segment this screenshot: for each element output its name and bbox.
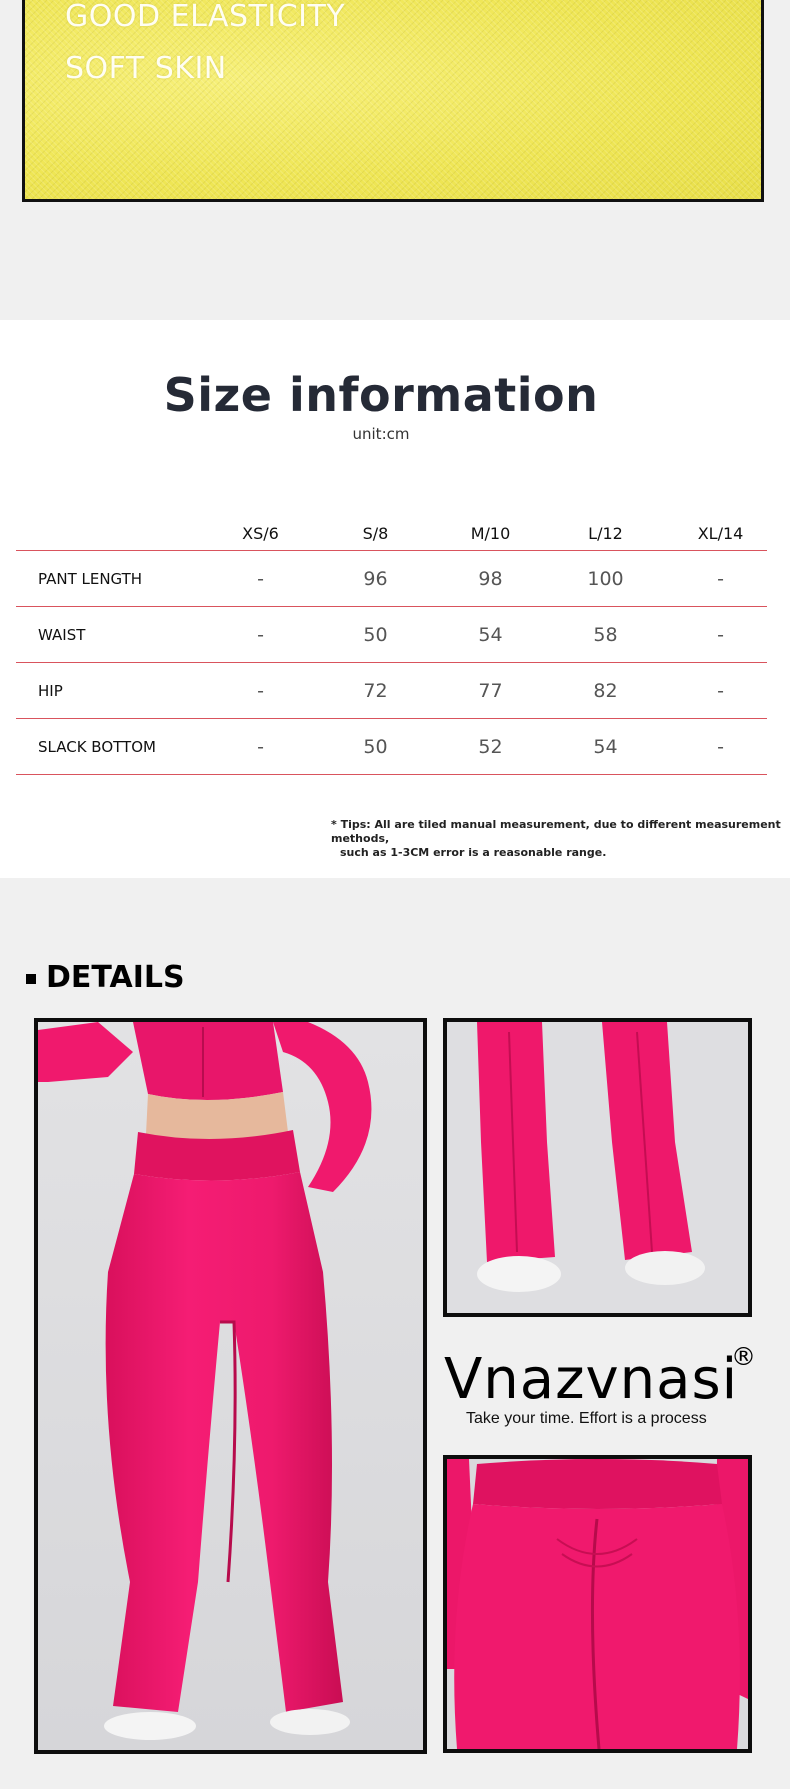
brand-name: Vnazvnasi	[444, 1347, 739, 1412]
table-cell: 58	[593, 623, 618, 646]
table-cell: -	[717, 679, 724, 702]
size-column-header: L/12	[588, 523, 623, 543]
table-row	[16, 551, 767, 607]
banner-line-elasticity: GOOD ELASTICITY	[65, 0, 346, 34]
table-cell: -	[717, 567, 724, 590]
table-cell: 96	[363, 567, 388, 590]
size-column-header: XS/6	[242, 523, 279, 543]
table-cell: 54	[478, 623, 503, 646]
table-cell: -	[717, 735, 724, 758]
table-row	[16, 607, 767, 663]
table-cell: -	[257, 735, 264, 758]
row-label: HIP	[38, 681, 63, 700]
table-cell: 72	[363, 679, 388, 702]
product-photo-back	[443, 1455, 752, 1753]
table-cell: 77	[478, 679, 503, 702]
pink-flare-pants-front-illustration	[38, 1022, 423, 1750]
table-cell: -	[257, 567, 264, 590]
table-cell: 82	[593, 679, 618, 702]
table-row	[16, 719, 767, 775]
row-label: SLACK BOTTOM	[38, 737, 156, 756]
square-bullet-icon	[26, 974, 36, 984]
table-cell: 50	[363, 735, 388, 758]
table-cell: -	[257, 623, 264, 646]
product-photo-front	[34, 1018, 427, 1754]
size-information-section	[0, 320, 790, 878]
size-column-header: XL/14	[697, 523, 744, 543]
table-cell: -	[257, 679, 264, 702]
row-label: PANT LENGTH	[38, 569, 143, 588]
pink-flare-pants-legs-illustration	[447, 1022, 748, 1313]
size-column-header: M/10	[470, 523, 511, 543]
measurement-tips	[331, 818, 790, 860]
registered-trademark-icon: ®	[731, 1342, 756, 1371]
size-column-header: S/8	[362, 523, 389, 543]
tips-line-2: such as 1-3CM error is a reasonable range.	[340, 846, 607, 859]
table-row	[16, 663, 767, 719]
tips-line-1: * Tips: All are tiled manual measurement, due to different measurement methods,	[331, 818, 781, 845]
brand-logo	[444, 1342, 764, 1435]
table-cell: 100	[587, 567, 624, 590]
brand-tagline: Take your time. Effort is a process	[466, 1410, 707, 1427]
row-label: WAIST	[38, 625, 86, 644]
table-cell: 50	[363, 623, 388, 646]
size-table	[16, 508, 767, 775]
table-cell: 98	[478, 567, 503, 590]
pink-scrunch-back-illustration	[447, 1459, 748, 1749]
details-title: DETAILS	[46, 959, 185, 995]
banner-line-soft-skin: SOFT SKIN	[65, 51, 227, 86]
table-cell: -	[717, 623, 724, 646]
size-table-header	[16, 508, 767, 551]
fabric-texture-banner	[22, 0, 764, 202]
details-heading	[26, 957, 185, 997]
size-unit: unit:cm	[352, 425, 410, 443]
size-title: Size information	[163, 368, 599, 422]
table-cell: 52	[478, 735, 503, 758]
table-cell: 54	[593, 735, 618, 758]
product-photo-legs	[443, 1018, 752, 1317]
